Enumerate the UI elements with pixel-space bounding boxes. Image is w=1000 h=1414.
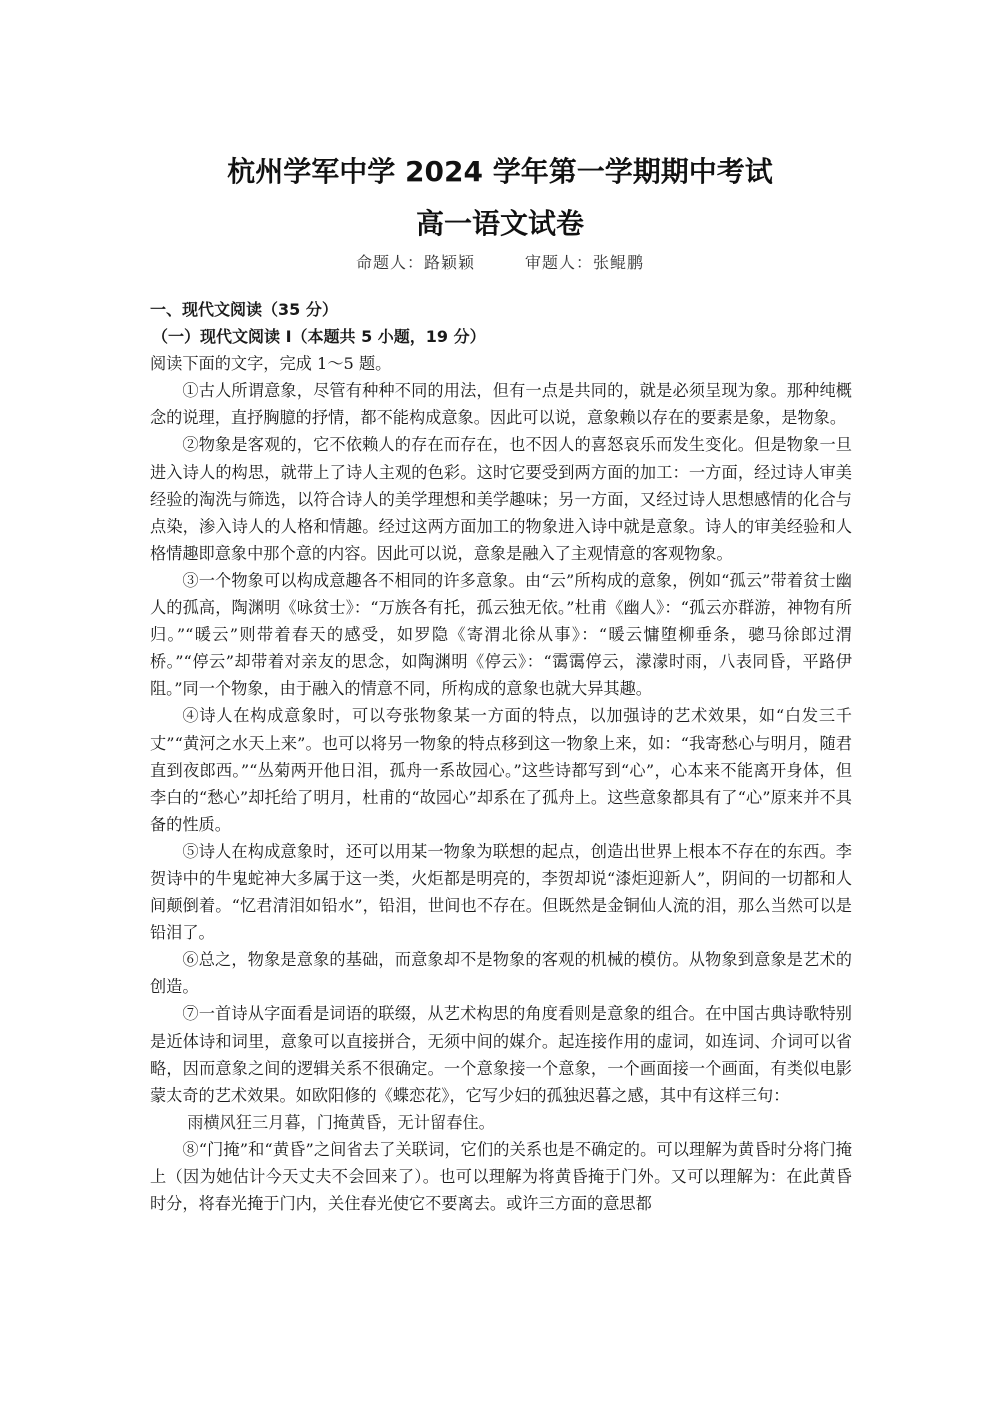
question-reviewer: 审题人：张鲲鹏 xyxy=(525,253,645,272)
poem-quote: 雨横风狂三月暮，门掩黄昏，无计留春住。 xyxy=(187,1112,495,1132)
question-setter: 命题人：路颖颖 xyxy=(355,253,475,272)
paragraph-2: ②物象是客观的，它不依赖人的存在而存在，也不因人的喜怒哀乐而发生变化。但是物象一旦进入诗人的构思，就带上了诗人主观的色彩。这时它要受到两方面的加工：一方面，经过诗人审美经验的淘洗与筛选，以符合诗人的美学理想和美学趣味；另一方面，又经过诗人思想感情的化合与点染，渗入诗人的人格和情趣。经过这两方面加工的物象进入诗中就是意象。诗人的审美经验和人格情趣即意象中那个意的内容。因此可以说，意象是融入了主观情意的客观物象。 xyxy=(150,435,852,563)
paragraph-6: ⑥总之，物象是意象的基础，而意象却不是物象的客观的机械的模仿。从物象到意象是艺术的创造。 xyxy=(150,950,852,997)
exam-content xyxy=(150,296,852,1217)
paragraph-7: ⑦一首诗从字面看是词语的联缀，从艺术构思的角度看则是意象的组合。在中国古典诗歌特别是近体诗和词里，意象可以直接拼合，无须中间的媒介。起连接作用的虚词，如连词、介词可以省略，因而意象之间的逻辑关系不很确定。一个意象接一个意象，一个画面接一个画面，有类似电影蒙太奇的艺术效果。如欧阳修的《蝶恋花》，它写少妇的孤独迟暮之感，其中有这样三句： xyxy=(150,1004,852,1105)
reading-instruction: 阅读下面的文字，完成 1～5 题。 xyxy=(150,354,392,374)
section-heading: 一、现代文阅读（35 分） xyxy=(150,300,338,319)
paragraph-5: ⑤诗人在构成意象时，还可以用某一物象为联想的起点，创造出世界上根本不存在的东西。李贺诗中的牛鬼蛇神大多属于这一类，火炬都是明亮的，李贺却说“漆炬迎新人”，阴间的一切都和人间颠倒着。“忆君清泪如铅水”，铅泪，世间也不存在。但既然是金铜仙人流的泪，那么当然可以是铅泪了。 xyxy=(150,841,852,943)
authors-line xyxy=(0,250,1000,273)
exam-title: 杭州学军中学 2024 学年第一学期期中考试 xyxy=(227,155,773,188)
paragraph-3: ③一个物象可以构成意趣各不相同的许多意象。由“云”所构成的意象，例如“孤云”带着贫士幽人的孤高，陶渊明《咏贫士》：“万族各有托，孤云独无依。”杜甫《幽人》：“孤云亦群游，神物有所归。”“暖云”则带着春天的感受，如罗隐《寄渭北徐从事》：“暖云慵堕柳垂条，骢马徐郎过渭桥。”“停云”却带着对亲友的思念，如陶渊明《停云》：“霭霭停云，濛濛时雨，八表同昏，平路伊阻。”同一个物象，由于融入的情意不同，所构成的意象也就大异其趣。 xyxy=(150,570,852,699)
paragraph-8: ⑧“门掩”和“黄昏”之间省去了关联词，它们的关系也是不确定的。可以理解为黄昏时分将门掩上（因为她估计今天丈夫不会回来了）。也可以理解为将黄昏掩于门外。又可以理解为：在此黄昏时分，将春光掩于门内，关住春光使它不要离去。或许三方面的意思都 xyxy=(150,1139,852,1214)
paragraph-4: ④诗人在构成意象时，可以夸张物象某一方面的特点，以加强诗的艺术效果，如“白发三千丈”“黄河之水天上来”。也可以将另一物象的特点移到这一物象上来，如：“我寄愁心与明月，随君直到夜郎西。”“丛菊两开他日泪，孤舟一系故园心。”这些诗都写到“心”，心本来不能离开身体，但李白的“愁心”却托给了明月，杜甫的“故园心”却系在了孤舟上。这些意象都具有了“心”原来并不具备的性质。 xyxy=(150,706,852,834)
paragraph-1: ①古人所谓意象，尽管有种种不同的用法，但有一点是共同的，就是必须呈现为象。那种纯概念的说理，直抒胸臆的抒情，都不能构成意象。因此可以说，意象赖以存在的要素是象，是物象。 xyxy=(150,381,852,428)
subsection-heading: （一）现代文阅读 I（本题共 5 小题，19 分） xyxy=(152,327,486,347)
exam-subtitle: 高一语文试卷 xyxy=(415,207,584,240)
